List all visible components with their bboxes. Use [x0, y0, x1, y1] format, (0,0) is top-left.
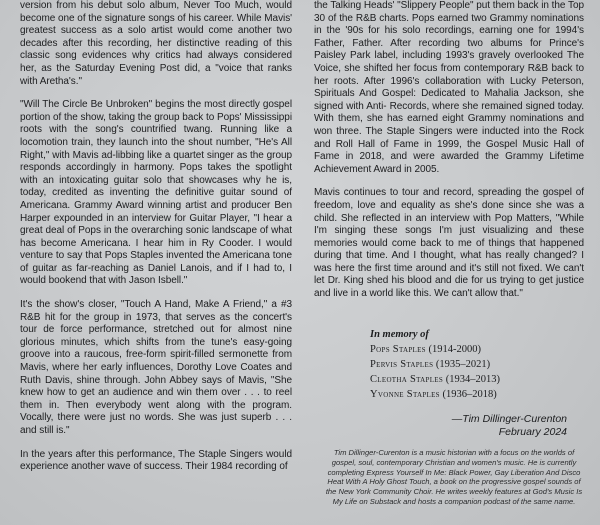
memorial-name: Pops Staples: [370, 344, 426, 355]
memorial-entry: [370, 387, 590, 402]
memorial-title: In memory of: [370, 329, 429, 340]
paragraph: "Will The Circle Be Unbroken" begins the most directly gospel portion of the show, taking the group back to Pops' Mississippi roots with the song's countrified twang. Running like a locomotion train, they launch into the shout number, "He's All Right," with Mavis ad-libbing like a quartet singer as the group responds accordingly in harmony. Pops takes the spotlight with an intoxicating guitar solo that showcases why he is, today, credited as inventing the definitive guitar sound of Americana. Grammy Award winning artist and producer Ben Harper expounded in an interview for Guitar Player, "I hear a great deal of Pops in the overarching sonic landscape of what has become Americana. I hear him in Ry Cooder. I would venture to say that Pops Staples invented the Americana tone of guitar as far-reaching as Daniel Lanois, and if I had to, I would bookend that with Jason Isbell.": [20, 99, 292, 287]
paragraph: It's the show's closer, "Touch A Hand, Make A Friend," a #3 R&B hit for the group in 1973, that serves as the concert's tour de force performance, stretched out for almost nine glorious minutes, which shifts from the tune's easy-going groove into a raucous, free-form spirit-filled sermonette from Mavis, where her early influences, Dorothy Love Coates and Ruth Davis, shine through. John Abbey says of Mavis, "She knew how to get an audience and win them over . . . to reel them in. Then everybody went along with the program. Vocally, there were just no words. She was just superb . . . and still is.": [20, 299, 292, 436]
memorial-name: Yvonne Staples: [370, 389, 440, 400]
paragraph: version from his debut solo album, Never Too Much, would become one of the signature songs of his career. While Mavis' greatest success as a solo artist would come another two decades after this recording, her distinctive reading of this classic song evidences why critics had always considered her, as the Saturday Evening Post did, a "voice that ranks with Aretha's.": [20, 0, 292, 87]
paragraph: Mavis continues to tour and record, spreading the gospel of freedom, love and equality as she's done since she was a child. She reflected in an interview with Pop Matters, "While I'm singing these songs I'm just visualizing and these memories would come back to me of things that happened during that time. And I thought, what has really changed? I was here the first time around and it's still not fixed. We can't let Dr. King shed his blood and die for us trying to get justice and live in a world like this. We can't allow that.": [314, 187, 584, 300]
memorial-name: Cleotha Staples: [370, 374, 444, 385]
memorial-years: (1934–2013): [445, 374, 500, 385]
memorial-entry: [370, 357, 590, 372]
memorial-list: [370, 327, 590, 402]
paragraph: In the years after this performance, The Staple Singers would experience another wave of success. Their 1984 recording of: [20, 448, 292, 473]
memorial-name: Pervis Staples: [370, 359, 434, 370]
memorial-years: (1914-2000): [428, 344, 481, 355]
author-signature: —Tim Dillinger-Curenton: [451, 413, 567, 425]
right-column: [314, 0, 584, 312]
memorial-entry: [370, 342, 590, 357]
signature-block: [452, 413, 567, 439]
memorial-years: (1935–2021): [435, 359, 491, 370]
left-column: [20, 0, 292, 485]
paragraph: the Talking Heads' "Slippery People" put them back in the Top 30 of the R&B charts. Pops earned two Grammy nominations in the '90s for his solo recordings, earning one for 1994's Father, Father. After recording two albums for Prince's Paisley Park label, including 1993's gravely overlooked The Voice, she shifted her focus from contemporary R&B back to her roots. After 1996's collaboration with Lucky Peterson, Spirituals And Gospel: Dedicated to Mahalia Jackson, she signed with Anti- Records, where she remained signed today. With them, she has earned eight Grammy nominations and won three. The Staple Singers were inducted into the Rock and Roll Hall of Fame in 1999, the Gospel Music Hall of Fame in 2018, and were awarded the Grammy Lifetime Achievement Award in 2005.: [314, 0, 584, 175]
signature-date: February 2024: [498, 426, 567, 438]
memorial-years: (1936–2018): [442, 389, 497, 400]
author-bio: Tim Dillinger-Curenton is a music historian with a focus on the worlds of gospel, soul, contemporary Christian and women's music. He is currently completing Express Yourself In Me: Black Power, Gay Liberation And Disco Heat With A Holy Ghost Touch, a book on the progressive gospel sounds of the New York Community Choir. He writes weekly features at God's Music Is My Life on Substack and hosts a companion podcast of the same name.: [325, 448, 583, 506]
memorial-entry: [370, 372, 590, 387]
